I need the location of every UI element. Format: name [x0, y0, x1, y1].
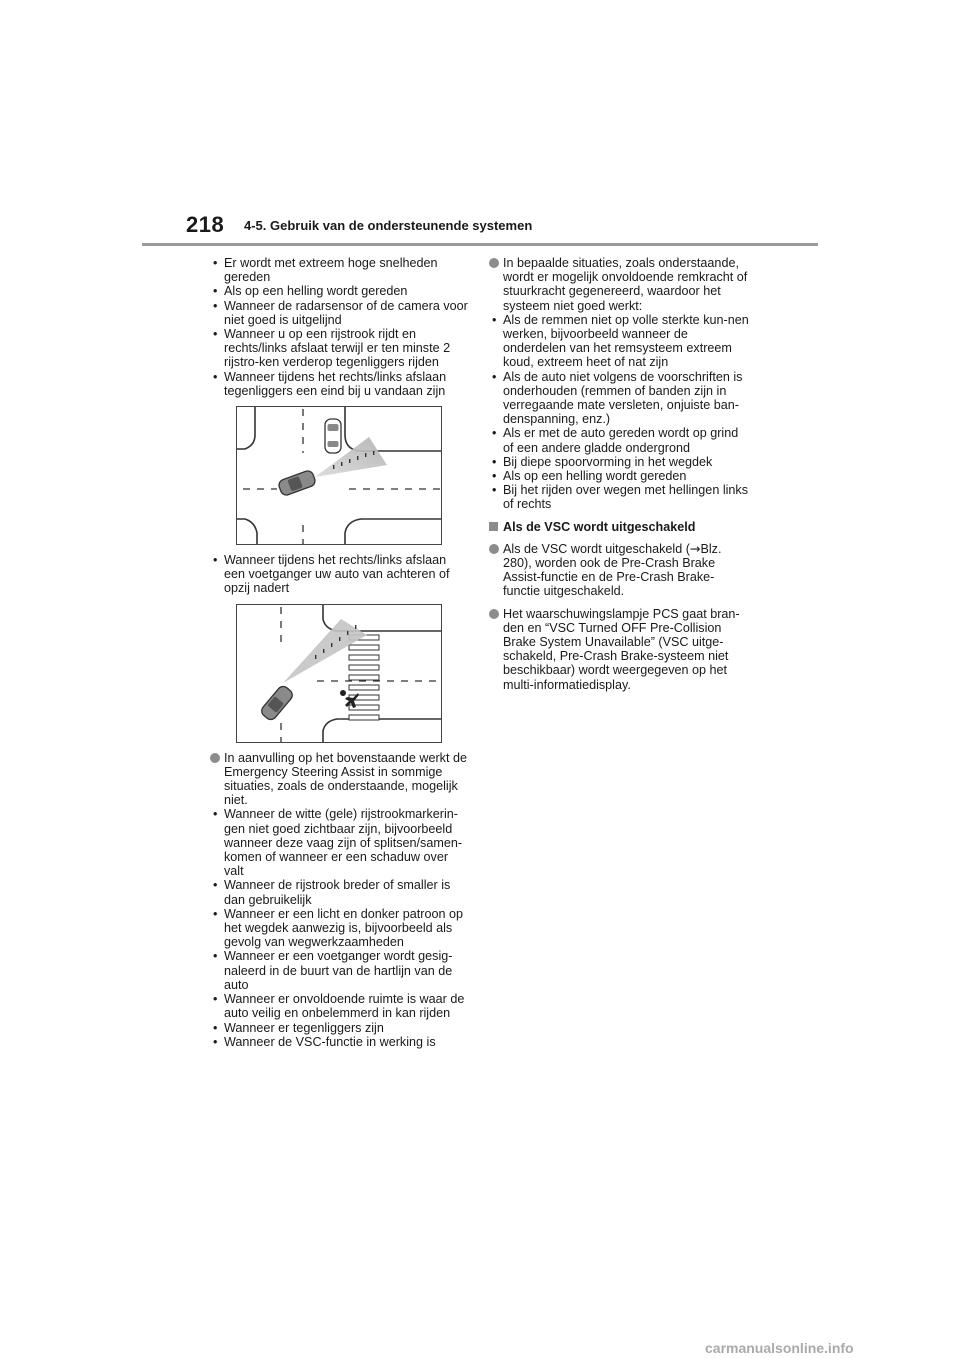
list-item: • Wanneer de radarsensor of de camera voor niet goed is uitgelijnd: [210, 299, 470, 327]
pedestrian-turn-illustration: [236, 604, 442, 743]
brake-force-note-text: In bepaalde situaties, zoals onderstaande, wordt er mogelijk onvoldoende remkracht of stuurkracht gegenereerd, waardoor het systeem niet goed werkt:: [503, 256, 748, 313]
list-item: • Wanneer tijdens het rechts/links afslaan een voetganger uw auto van achteren of opzij nadert: [210, 553, 470, 596]
oncoming-car-turn-illustration: [236, 406, 442, 545]
list-item: • Wanneer er een licht en donker patroon op het wegdek aanwezig is, bijvoorbeeld als gevolg van wegwerkzaamheden: [210, 907, 470, 950]
page-number: 218: [186, 212, 225, 237]
brake-force-note: [489, 256, 749, 313]
list-item: • Als de auto niet volgens de voorschriften is onderhouden (remmen of banden zijn in verregaande mate versleten, onjuiste ban-denspanning, enz.): [489, 370, 749, 427]
list-item: • Als er met de auto gereden wordt op grind of een andere gladde ondergrond: [489, 426, 749, 454]
list-item: • Wanneer de rijstrook breder of smaller is dan gebruikelijk: [210, 878, 470, 906]
list-item: • Wanneer u op een rijstrook rijdt en rechts/links afslaat terwijl er ten minste 2 rijstro-ken verderop tegenliggers rijden: [210, 327, 470, 370]
grey-bullet-icon: [210, 753, 220, 763]
header-divider: [142, 243, 818, 246]
right-column: [489, 256, 749, 692]
ess-note-text: In aanvulling op het bovenstaande werkt de Emergency Steering Assist in sommige situaties, zoals de onderstaande, mogelijk niet.: [224, 750, 467, 808]
list-item: • Als de remmen niet op volle sterkte kun-nen werken, bijvoorbeeld wanneer de onderdelen van het remsysteem extreem koud, extreem heet of nat zijn: [489, 313, 749, 370]
vsc-off-note: [489, 542, 749, 599]
vsc-off-heading: [489, 520, 749, 534]
pcs-warning-note: [489, 607, 749, 692]
list-item: • Wanneer de VSC-functie in werking is: [210, 1035, 470, 1049]
pcs-warning-note-text: Het waarschuwingslampje PCS gaat bran-den en “VSC Turned OFF Pre-Collision Brake System Unavailable” (VSC uitge-schakeld, Pre-Crash Brake-systeem niet beschikbaar) wordt weergegeven op het multi-informatiedisplay.: [503, 606, 740, 692]
watermark: carmanualsonline.info: [705, 1340, 854, 1356]
list-item: • Als op een helling wordt gereden: [489, 469, 749, 483]
ess-note: [210, 751, 470, 808]
situation-list-2: [210, 553, 470, 596]
list-item: • Als op een helling wordt gereden: [210, 284, 470, 298]
list-item: • Wanneer er tegenliggers zijn: [210, 1021, 470, 1035]
brake-situation-list: [489, 313, 749, 512]
vsc-off-note-post: Blz. 280), worden ook de Pre-Crash Brake Assist-functie en de Pre-Crash Brake-functie uitgeschakeld.: [503, 541, 722, 599]
grey-bullet-icon: [489, 609, 499, 619]
list-item: • Er wordt met extreem hoge snelheden gereden: [210, 256, 470, 284]
vsc-off-heading-text: Als de VSC wordt uitgeschakeld: [503, 519, 696, 534]
left-column: [210, 256, 470, 1049]
arrow-right-icon: →: [689, 540, 701, 556]
situation-list-1: [210, 256, 470, 398]
list-item: • Wanneer de witte (gele) rijstrookmarkerin-gen niet goed zichtbaar zijn, bijvoorbeeld wanneer deze vaag zijn of splitsen/samen-komen of wanneer er een schaduw over valt: [210, 807, 470, 878]
list-item: • Bij het rijden over wegen met hellingen links of rechts: [489, 483, 749, 511]
section-title: 4-5. Gebruik van de ondersteunende systemen: [244, 218, 533, 233]
ess-situation-list: [210, 807, 470, 1048]
grey-bullet-icon: [489, 544, 499, 554]
list-item: • Wanneer er onvoldoende ruimte is waar de auto veilig en onbelemmerd in kan rijden: [210, 992, 470, 1020]
vsc-off-note-pre: Als de VSC wordt uitgeschakeld (: [503, 541, 690, 556]
list-item: • Wanneer er een voetganger wordt gesig-naleerd in de buurt van de hartlijn van de auto: [210, 949, 470, 992]
list-item: • Wanneer tijdens het rechts/links afslaan tegenliggers een eind bij u vandaan zijn: [210, 370, 470, 398]
square-bullet-icon: [489, 522, 498, 531]
list-item: • Bij diepe spoorvorming in het wegdek: [489, 455, 749, 469]
grey-bullet-icon: [489, 258, 499, 268]
